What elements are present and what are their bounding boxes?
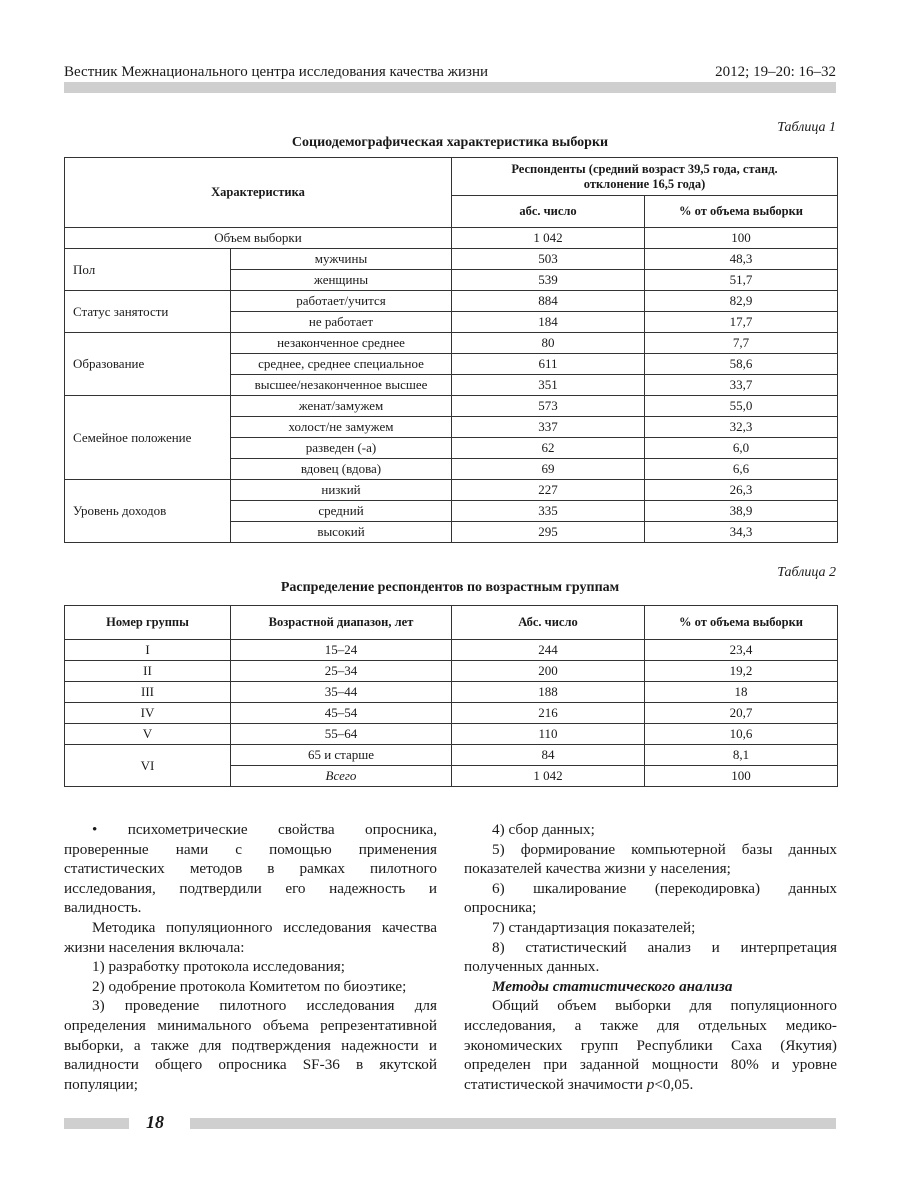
table-row [65, 661, 838, 682]
table1-subcategory: среднее, среднее специальное [231, 354, 452, 375]
table2-header-range: Возрастной диапазон, лет [231, 606, 452, 640]
table1-pct-cell: 7,7 [645, 333, 838, 354]
table1-category: Уровень доходов [65, 480, 231, 543]
list-item: 4) сбор данных; [492, 821, 595, 838]
table2-pct-cell: 23,4 [645, 640, 838, 661]
table2-pct-cell: 8,1 [645, 745, 838, 766]
table1-abs-cell: 539 [452, 270, 645, 291]
table-row [65, 333, 838, 354]
p-threshold: <0,05. [654, 1075, 694, 1093]
table1-pct-cell: 38,9 [645, 501, 838, 522]
table1-subcategory: низкий [231, 480, 452, 501]
table1-abs-cell: 62 [452, 438, 645, 459]
table1-pct-cell: 55,0 [645, 396, 838, 417]
table1-abs-cell: 69 [452, 459, 645, 480]
table2-abs-cell: 244 [452, 640, 645, 661]
table1-category: Пол [65, 249, 231, 291]
journal-title: Вестник Межнационального центра исследования качества жизни [64, 64, 489, 80]
table2-header-group: Номер группы [65, 606, 231, 640]
table2-abs-cell: 200 [452, 661, 645, 682]
table1-subcategory: женат/замужем [231, 396, 452, 417]
table1-subcategory: высшее/незаконченное высшее [231, 375, 452, 396]
table1-subcategory: незаконченное среднее [231, 333, 452, 354]
list-item: 3) проведение пилотного исследования для определения минимального объема репрезентативной выборки, а также для подтверждения надежности и валидности общего опросника SF-36 в якутской популяции; [64, 997, 437, 1093]
table2-group-cell: III [65, 682, 231, 703]
paragraph [464, 996, 837, 1094]
table1-subcategory: средний [231, 501, 452, 522]
citation: 2012; 19–20: 16–32 [715, 64, 836, 80]
list-item: 5) формирование компьютерной базы данных показателей качества жизни у населения; [464, 840, 837, 878]
table1-header-respondents: Респонденты (средний возраст 39,5 года, станд. отклонение 16,5 года) [452, 158, 838, 196]
table2-abs-cell: 216 [452, 703, 645, 724]
right-column [464, 820, 837, 1094]
table2-range-cell: 15–24 [231, 640, 452, 661]
left-column [64, 820, 437, 1094]
table1-total-label: Объем выборки [65, 228, 452, 249]
table2-group-cell: II [65, 661, 231, 682]
section-heading: Методы статистического анализа [492, 977, 733, 995]
page-number: 18 [146, 1112, 164, 1132]
table2-range-cell: 55–64 [231, 724, 452, 745]
table-row [65, 249, 838, 270]
table1-subcategory: холост/не замужем [231, 417, 452, 438]
table2-group-cell: V [65, 724, 231, 745]
table1-title: Социодемографическая характеристика выборки [291, 135, 609, 150]
table1-abs-cell: 611 [452, 354, 645, 375]
table-row [65, 291, 838, 312]
footer-rule-left [64, 1118, 129, 1129]
table2-range-cell: 25–34 [231, 661, 452, 682]
table1-pct-cell: 6,6 [645, 459, 838, 480]
paragraph: • психометрические свойства опросника, проверенные нами с помощью применения статистических методов в рамках пилотного исследования, подтвердили его надежность и валидность. [64, 821, 437, 917]
table1-pct-cell: 32,3 [645, 417, 838, 438]
table1-subcategory: женщины [231, 270, 452, 291]
table2-label: Таблица 2 [777, 565, 836, 580]
table2-pct-cell: 19,2 [645, 661, 838, 682]
table2-abs-cell: 84 [452, 745, 645, 766]
table1-subcategory: вдовец (вдова) [231, 459, 452, 480]
running-header [64, 64, 836, 84]
table1-subcategory: не работает [231, 312, 452, 333]
list-item: 6) шкалирование (перекодировка) данных опросника; [464, 879, 837, 917]
table1-pct-cell: 6,0 [645, 438, 838, 459]
table2-total-pct: 100 [645, 766, 838, 787]
table1-abs-cell: 227 [452, 480, 645, 501]
table1-abs-cell: 573 [452, 396, 645, 417]
table1-pct-cell: 58,6 [645, 354, 838, 375]
table-row [65, 480, 838, 501]
table-row [65, 640, 838, 661]
table2-pct-cell: 18 [645, 682, 838, 703]
table-row [65, 396, 838, 417]
p-symbol: p [646, 1075, 655, 1093]
table1-total-row [65, 228, 838, 249]
table1-pct-cell: 82,9 [645, 291, 838, 312]
table1-abs-cell: 337 [452, 417, 645, 438]
table-row [65, 682, 838, 703]
table1-header-pct: % от объема выборки [645, 196, 838, 228]
table1-subcategory: высокий [231, 522, 452, 543]
table1-category: Образование [65, 333, 231, 396]
table2-pct-cell: 20,7 [645, 703, 838, 724]
table1-label: Таблица 1 [777, 120, 836, 135]
list-item: 2) одобрение протокола Комитетом по биоэтике; [92, 977, 407, 995]
table-row [65, 724, 838, 745]
table1-pct-cell: 34,3 [645, 522, 838, 543]
table1-subcategory: разведен (-а) [231, 438, 452, 459]
table2-pct-cell: 10,6 [645, 724, 838, 745]
table2-range-cell: 45–54 [231, 703, 452, 724]
header-rule [64, 82, 836, 93]
table1-abs-cell: 184 [452, 312, 645, 333]
table2-range-cell: 65 и старше [231, 745, 452, 766]
table1 [64, 157, 838, 543]
table1-header-abs: абс. число [452, 196, 645, 228]
table1-abs-cell: 351 [452, 375, 645, 396]
table2-range-cell: 35–44 [231, 682, 452, 703]
table1-pct-cell: 51,7 [645, 270, 838, 291]
table2-total-label: Всего [231, 766, 452, 787]
table2 [64, 605, 838, 787]
list-item: 7) стандартизация показателей; [492, 918, 696, 936]
table1-pct-cell: 26,3 [645, 480, 838, 501]
table2-group-cell: I [65, 640, 231, 661]
table1-header-characteristic: Характеристика [65, 158, 452, 228]
table1-subcategory: работает/учится [231, 291, 452, 312]
table1-subcategory: мужчины [231, 249, 452, 270]
table1-pct-cell: 33,7 [645, 375, 838, 396]
table1-abs-cell: 80 [452, 333, 645, 354]
table-row [65, 703, 838, 724]
table1-category: Статус занятости [65, 291, 231, 333]
table1-abs-cell: 295 [452, 522, 645, 543]
table2-header-abs: Абс. число [452, 606, 645, 640]
list-item: 8) статистический анализ и интерпретация полученных данных. [464, 938, 837, 976]
table2-total-abs: 1 042 [452, 766, 645, 787]
table1-abs-cell: 884 [452, 291, 645, 312]
table2-group-cell: IV [65, 703, 231, 724]
table1-pct-cell: 48,3 [645, 249, 838, 270]
footer-rule-right [190, 1118, 836, 1129]
table1-category: Семейное положение [65, 396, 231, 480]
table2-group-cell: VI [65, 745, 231, 787]
table2-abs-cell: 110 [452, 724, 645, 745]
paragraph-text: Общий объем выборки для популяционного исследования, а также для отдельных медико-экономических групп Республики Саха (Якутия) определен при заданной мощности 80% и уровне статистической значимости [464, 997, 837, 1093]
list-item: 1) разработку протокола исследования; [92, 958, 345, 976]
table1-pct-cell: 17,7 [645, 312, 838, 333]
table1-abs-cell: 335 [452, 501, 645, 522]
table1-abs-cell: 503 [452, 249, 645, 270]
paragraph: Методика популяционного исследования качества жизни населения включала: [64, 918, 437, 956]
table1-total-abs: 1 042 [452, 228, 645, 249]
table-row [65, 745, 838, 766]
table1-total-pct: 100 [645, 228, 838, 249]
table2-title: Распределение респондентов по возрастным группам [280, 580, 620, 595]
table2-header-pct: % от объема выборки [645, 606, 838, 640]
table2-abs-cell: 188 [452, 682, 645, 703]
